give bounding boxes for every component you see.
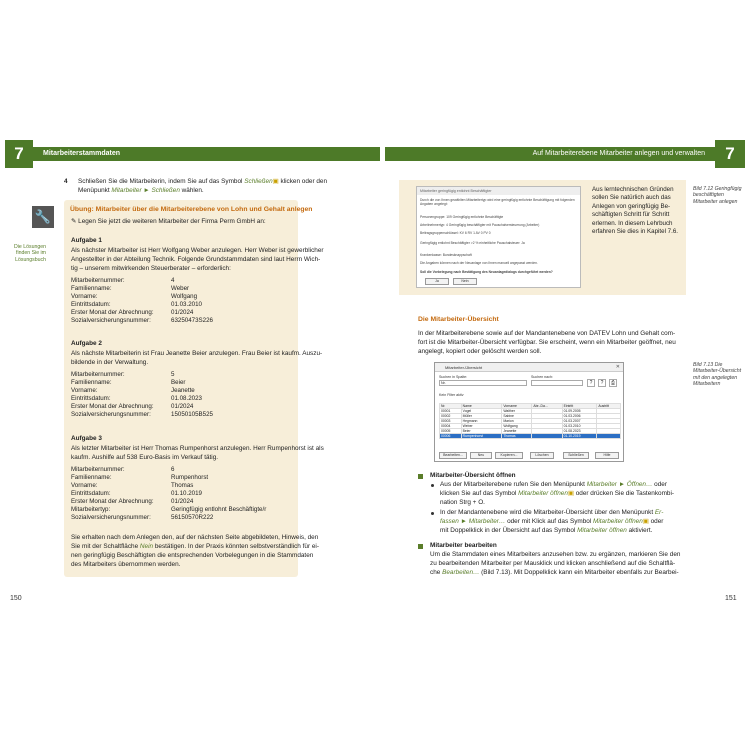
figure-caption: Bild 7.12 Geringfügig beschäftigten Mitarbeiter anlegen [693,186,742,205]
page-number-right: 151 [725,595,737,602]
no-button[interactable]: Nein [453,278,477,285]
section-title: Die Mitarbeiter-Übersicht [418,316,499,323]
open-text: nation Strg + O. [440,499,485,506]
open-text: Aus der Mitarbeiterebene rufen Sie den Menüpunkt Mitarbeiter ► Öffnen… oder [440,481,667,488]
dialog-geringfuegig [416,186,581,288]
help-button[interactable]: Hilfe [595,452,619,459]
pen-icon: ✎ [71,218,77,225]
help-icon[interactable]: ? [598,379,606,387]
task1-text: Als nächster Mitarbeiter ist Herr Wolfgang Weber anzulegen. Herr Weber ist gewerblicher [71,247,324,254]
task1-text: tig – unserem mitwirkenden Steuerberater – erforderlich: [71,265,231,272]
task1-heading: Aufgabe 1 [71,237,102,244]
dialog-line: Krankenkasse: Bundesknappschaft [420,253,472,257]
task2-text: Als nächste Mitarbeiterin ist Frau Jeanette Beier anzulegen. Frau Beier ist kaufm. Auszu- [71,350,323,357]
table-row-selected[interactable]: 00006 Rumpenhorst Thomas 01.10.2019 [440,434,621,439]
step-line-1: Schließen Sie die Mitarbeiterin, indem Sie auf das Symbol Schließen▣ klicken oder den [78,178,328,185]
search-icon[interactable]: ? [587,379,595,387]
chapter-number-left: 7 [5,140,33,168]
table-row[interactable]: 00004 Weber Wolfgang 01.03.2010 [440,424,621,429]
section-text: angelegt, kopiert oder gelöscht werden soll. [418,348,542,355]
close-button[interactable]: Schließen [563,452,589,459]
open-text: klicken Sie auf das Symbol Mitarbeiter öffnen▣ oder drücken Sie die Tastenkombi- [440,490,674,497]
exercise-title: Übung: Mitarbeiter über die Mitarbeiterebene von Lohn und Gehalt anlegen [70,206,313,213]
dialog-line: Arbeitnehmertyp: 4 Geringfügig beschäftigter mit Pauschalversteuerung (Arbeiter) [420,223,540,227]
task3-heading: Aufgabe 3 [71,435,102,442]
dialog-line: Beitragsgruppenschlüssel: KV 6 RV 1 AV 0 PV 0 [420,231,491,235]
square-bullet-icon [418,474,423,479]
edit-text: che Bearbeiten… (Bild 7.13). Mit Doppelklick kann ein Mitarbeiter ebenfalls zur Bearbei- [430,569,679,576]
table-row[interactable]: 00001 Vogel Walther 01.09.2005 [440,409,621,414]
edit-text: Um die Stammdaten eines Mitarbeiters anzusehen bzw. zu ergänzen, markieren Sie den [430,551,681,558]
open-text: mit Doppelklick in der Übersicht auf das Symbol Mitarbeiter öffnen aktiviert. [440,527,653,534]
open-employee-icon: ▣ [567,490,574,497]
page-number-left: 150 [10,595,22,602]
table-row[interactable]: 00005 Beier Jeanette 01.08.2023 [440,429,621,434]
task1-text: Angestellter in der Abteilung Technik. Folgende Grundstammdaten sind laut Herrn Wich- [71,256,321,263]
close-icon[interactable]: ✕ [615,364,620,370]
side-text: Aus lerntechnischen Gründen sollen Sie natürlich auch das Anlegen von geringfügig Be- schäftigten Schritt für Schritt erlernen. In diesem Lehrbuch erfahren Sie dies in Kapitel 7.6. [592,186,678,236]
search-for-label: Suchen nach: [531,375,553,379]
margin-note: Die Lösungen finden Sie im Lösungsbuch [13,244,46,263]
table-header: Nr. Name Vorname Abr.-Da... Eintritt Austritt [440,404,621,409]
exercise-intro: ✎ Legen Sie jetzt die weiteren Mitarbeiter der Firma Perm GmbH an: [71,218,266,225]
closing-text: nen geringfügig Beschäftigten die entsprechenden Vorbelegungen in die Stammdaten [71,552,314,559]
dialog-title: Mitarbeiter-Übersicht [435,363,623,372]
section-text: In der Mitarbeiterebene sowie auf der Mandantenebene von DATEV Lohn und Gehalt com- [418,330,676,337]
table-row[interactable]: 00002 Müller Sabine 01.03.2006 [440,414,621,419]
new-button[interactable]: Neu [470,452,492,459]
delete-button[interactable]: Löschen [530,452,554,459]
closing-text: Sie erhalten nach dem Anlegen den, auf der nächsten Seite abgebildeten, Hinweis, den [71,534,319,541]
dot-bullet-icon [431,512,434,515]
dialog-line: Personengruppe: 109 Geringfügig entlohnte Beschäftigte [420,215,504,219]
section-text: fort ist die Mitarbeiter-Übersicht verfügbar. Sie erscheint, wenn ein Mitarbeiter geöffnet, neu [418,339,676,346]
filter-label: Kein Filter aktiv [439,393,464,397]
dialog-intro: Durch die von Ihnen gewählten Mitarbeitertyp wird eine geringfügig entlohnte Beschäftigung mit folgenden Angaben angelegt: [420,198,575,206]
open-heading: Mitarbeiter-Übersicht öffnen [430,472,516,479]
open-text: fassen ► Mitarbeiter… oder mit Klick auf das Symbol Mitarbeiter öffnen▣ oder [440,518,664,525]
header-left-title: Mitarbeiterstammdaten [33,147,380,161]
table-row[interactable]: 00003 Hegmann Marion 01.03.2007 [440,419,621,424]
dialog-question: Soll die Vorbelegung nach Bestätigung des Neuanlagedialogs durchgeführt werden? [420,270,553,274]
edit-text: zu bearbeitenden Mitarbeiter per Mausklick und klicken anschließend auf die Schaltflä- [430,560,676,567]
print-icon[interactable]: ⎙ [610,380,615,386]
wrench-icon: 🔧 [32,206,54,228]
step-number: 4 [64,178,68,185]
dialog-mitarbeiter-uebersicht [434,362,624,462]
search-input[interactable] [531,380,583,386]
copy-button[interactable]: Kopieren... [495,452,523,459]
header-right-title: Auf Mitarbeiterebene Mitarbeiter anlegen und verwalten [385,147,715,161]
dialog-line: Die Angaben können nach der Neuanlage von Ihnen manuell angepasst werden. [420,261,538,265]
dot-bullet-icon [431,484,434,487]
closing-text: Sie mit der Schaltfläche Nein bestätigen. In der Praxis könnten selbstverständlich für ei- [71,543,319,550]
dialog-line: Geringfügig entlohnt Beschäftigter >2 % einheitliche Pauschalsteuer: Ja [420,241,525,245]
edit-heading: Mitarbeiter bearbeiten [430,542,497,549]
search-column-select[interactable]: Nr. [439,380,527,386]
edit-button[interactable]: Bearbeiten... [439,452,467,459]
task3-text: kaufm. Aushilfe auf 538 Euro-Basis im Verkauf tätig. [71,454,219,461]
close-icon: ▣ [272,178,279,185]
figure-caption: Bild 7.13 Die Mitarbeiter-Übersicht mit den angelegten Mitarbeitern [693,362,742,388]
task3-text: Als letzter Mitarbeiter ist Herr Thomas Rumpenhorst anzulegen. Herr Rumpenhorst ist als [71,445,324,452]
square-bullet-icon [418,544,423,549]
closing-text: des Mitarbeiters übernommen werden. [71,561,181,568]
task2-heading: Aufgabe 2 [71,340,102,347]
yes-button[interactable]: Ja [425,278,449,285]
dialog-title: Mitarbeiter geringfügig entlohnt Beschäftigter [417,187,580,195]
chapter-number-right: 7 [715,140,745,168]
open-employee-icon: ▣ [642,518,649,525]
search-column-label: Suchen in Spalte: [439,375,468,379]
open-text: In der Mandantenebene wird die Mitarbeiter-Übersicht über den Menüpunkt Er- [440,509,664,516]
task2-text: bildende in der Verwaltung. [71,359,149,366]
step-line-2: Menüpunkt Mitarbeiter ► Schließen wählen. [78,187,204,194]
employee-table [439,403,621,439]
